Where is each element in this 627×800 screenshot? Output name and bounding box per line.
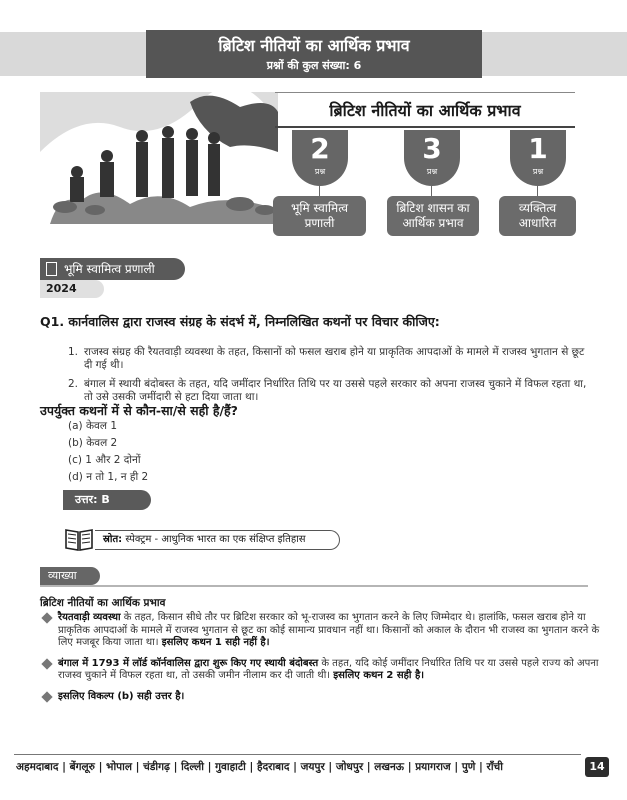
historical-illustration — [40, 92, 278, 224]
option-a: (a) केवल 1 — [68, 420, 118, 432]
statement-text: बंगाल में स्थायी बंदोबस्त के तहत, यदि जमींदार निर्धारित तिथि पर या उससे पहले सरकार को अपना राजस्व चुकाने में विफल रहता था, तो उसे उसकी जमींदारी से हटा दिया जाता था। — [84, 378, 587, 403]
question-unit-label: प्रश्न — [532, 167, 544, 176]
topic-label-line1: भूमि स्वामित्व — [290, 201, 349, 215]
diamond-bullet-icon — [41, 658, 52, 669]
statement-list — [68, 346, 593, 410]
source-text: स्पेक्ट्रम - आधुनिक भारत का एक संक्षिप्त इतिहास — [122, 534, 306, 545]
footer-divider — [14, 754, 581, 755]
statement-item — [68, 378, 593, 404]
question-unit-label: प्रश्न — [426, 167, 438, 176]
answer-tag: उत्तर: B — [63, 490, 151, 510]
topic-label-line2: प्रणाली — [304, 216, 335, 230]
bold-phrase: रैयतवाड़ी व्यवस्था — [58, 612, 121, 623]
connector-line — [431, 186, 432, 196]
explanation-item — [40, 612, 600, 650]
explanation-text: के तहत, किसान सीधे तौर पर ब्रिटिश सरकार को भू-राजस्व का भुगतान करने के लिए जिम्मेदार थे। हालांकि, फसल खराब होने या प्राकृतिक आपदाओं के मामले में राजस्व भुगतान से छूट का कोई सामान्य प्रावधान नहीं था। किसानों को अकाल के दौरान भी राजस्व का भुगतान करने के लिए मजबूर किया जाता था। — [58, 612, 600, 648]
section-title: भूमि स्वामित्व प्रणाली — [64, 262, 155, 276]
explanation-tag: व्याख्या — [40, 567, 100, 585]
topic-label-line2: आर्थिक प्रभाव — [402, 216, 464, 230]
option-c: (c) 1 और 2 दोनों — [68, 454, 141, 466]
statement-number: 1. — [68, 346, 79, 358]
topic-pill — [273, 196, 366, 236]
topic-card-count — [292, 130, 348, 186]
diamond-bullet-icon — [41, 691, 52, 702]
conclusion-text: इसलिए कथन 2 सही है। — [333, 670, 425, 681]
book-icon — [64, 524, 94, 552]
chapter-title: ब्रिटिश नीतियों का आर्थिक प्रभाव — [218, 36, 410, 55]
topic-label-line1: व्यक्तित्व — [518, 201, 557, 215]
question-text: Q1. कार्नवालिस द्वारा राजस्व संग्रह के संदर्भ में, निम्नलिखित कथनों पर विचार कीजिए: — [40, 314, 440, 329]
question-unit-label: प्रश्न — [314, 167, 326, 176]
section-tag — [40, 258, 185, 280]
topic-pill — [387, 196, 479, 236]
notepad-icon — [46, 262, 57, 276]
explanation-divider — [40, 585, 588, 587]
chapter-header — [146, 30, 482, 78]
year-tag: 2024 — [40, 280, 104, 298]
explanation-heading: ब्रिटिश नीतियों का आर्थिक प्रभाव — [40, 597, 166, 609]
page-number: 14 — [585, 757, 609, 777]
topic-card-count — [404, 130, 460, 186]
option-d: (d) न तो 1, न ही 2 — [68, 471, 149, 483]
bold-phrase: बंगाल में 1793 में लॉर्ड कॉर्नवालिस द्वारा शुरू किए गए स्थायी बंदोबस्त — [58, 657, 319, 669]
statement-item — [68, 346, 593, 372]
statement-number: 2. — [68, 378, 79, 390]
final-answer-text: इसलिए विकल्प (b) सही उत्तर है। — [58, 690, 185, 702]
topic-label-line1: ब्रिटिश शासन का — [396, 201, 470, 215]
diamond-bullet-icon — [41, 612, 52, 623]
question-count-number: 3 — [422, 132, 442, 165]
question-count-number: 1 — [528, 132, 548, 165]
explanation-list — [40, 612, 600, 711]
explanation-item — [40, 658, 600, 683]
option-list — [68, 418, 148, 486]
source-box — [95, 530, 340, 550]
source-label: स्रोत: — [103, 534, 123, 545]
question-ask: उपर्युक्त कथनों में से कौन-सा/से सही है/हैं? — [40, 403, 238, 418]
statement-text: राजस्व संग्रह की रैयतवाड़ी व्यवस्था के तहत, किसानों को फसल खराब होने या प्राकृतिक आपदाओं के मामले में राजस्व भुगतान से छूट दी गई थी। — [84, 346, 585, 371]
topic-label-line2: आधारित — [518, 216, 557, 230]
connector-line — [537, 186, 538, 196]
option-b: (b) केवल 2 — [68, 437, 118, 449]
connector-line — [319, 186, 320, 196]
explanation-item — [40, 691, 600, 704]
conclusion-text: इसलिए कथन 1 सही नहीं है। — [161, 637, 270, 648]
footer-cities: अहमदाबाद | बेंगलूरु | भोपाल | चंडीगढ़ | दिल्ली | गुवाहाटी | हैदराबाद | जयपुर | जोधपुर | लखनऊ | प्रयागराज | पुणे | राँची — [16, 761, 503, 773]
topic-card-count — [510, 130, 566, 186]
explanation-text: के तहत, यदि कोई जमींदार निर्धारित तिथि पर या उससे पहले राज्य को अपना राजस्व चुकाने में विफल रहता था, तो उसकी जमीन नीलाम कर दी जाती थी। — [58, 657, 599, 681]
question-count-number: 2 — [310, 132, 330, 165]
question-count: प्रश्नों की कुल संख्या: 6 — [266, 59, 362, 72]
infographic-title: ब्रिटिश नीतियों का आर्थिक प्रभाव — [275, 92, 575, 126]
topic-pill — [499, 196, 576, 236]
